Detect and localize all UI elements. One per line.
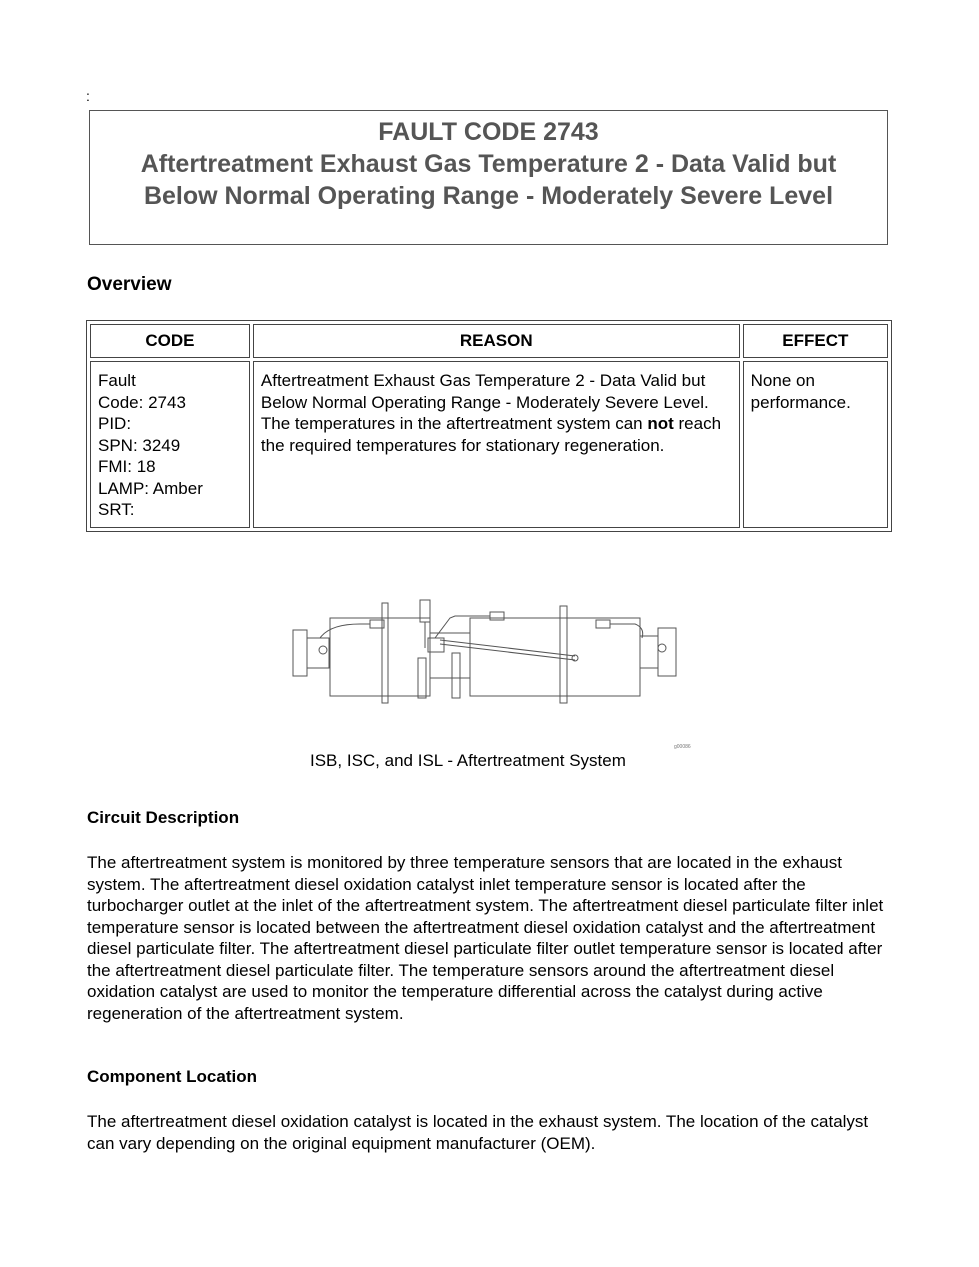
table-row <box>90 361 888 528</box>
code-cell <box>90 361 250 528</box>
aftertreatment-system-diagram <box>290 598 690 708</box>
overview-heading: Overview <box>87 274 172 295</box>
reason-cell <box>253 361 740 528</box>
table-header-row <box>90 324 888 358</box>
code-line: FMI: 18 <box>98 457 156 476</box>
component-location-text: The aftertreatment diesel oxidation catalyst is located in the exhaust system. The location of the catalyst can vary depending on the original equipment manufacturer (OEM). <box>87 1112 869 1153</box>
figure-id-label: g00086 <box>674 744 691 750</box>
reason-text: Aftertreatment Exhaust Gas Temperature 2 - Data Valid but Below Normal Operating Range - Moderately Severe Level. The temperatures in the aftertreatment system can <box>260 371 709 433</box>
fault-code-title: FAULT CODE 2743 <box>378 118 599 146</box>
code-line: PID: <box>98 414 132 433</box>
fault-title-box <box>89 110 888 245</box>
header-code: CODE <box>90 324 250 358</box>
figure-caption: ISB, ISC, and ISL - Aftertreatment System <box>310 751 626 770</box>
code-line: SPN: 3249 <box>98 435 181 455</box>
reason-emphasis: not <box>647 414 674 433</box>
circuit-description-heading: Circuit Description <box>87 808 240 827</box>
overview-table <box>86 320 892 532</box>
code-line: Code: 2743 <box>98 392 186 412</box>
effect-cell: None on performance. <box>743 361 888 528</box>
component-location-heading: Component Location <box>87 1067 257 1086</box>
code-line: Fault <box>98 371 136 390</box>
code-line: SRT: <box>98 500 135 519</box>
circuit-description-text: The aftertreatment system is monitored by three temperature sensors that are located in the exhaust system. The aftertreatment diesel oxidation catalyst inlet temperature sensor is located after the turbocharger outlet at the inlet of the aftertreatment system. The aftertreatment diesel particulate filter inlet temperature sensor is located between the aftertreatment diesel oxidation catalyst and the aftertreatment diesel particulate filter. The aftertreatment diesel particulate filter outlet temperature sensor is located after the aftertreatment diesel particulate filter. The temperature sensors around the aftertreatment diesel oxidation catalyst are used to monitor the temperature differential across the catalyst during active regeneration of the aftertreatment system. <box>87 853 884 1023</box>
reason-text-end: reach the required temperatures for stationary regeneration. <box>260 414 722 455</box>
code-line: LAMP: Amber <box>98 478 203 498</box>
page-marker: : <box>86 88 90 104</box>
header-reason: REASON <box>253 324 740 358</box>
fault-description-title: Aftertreatment Exhaust Gas Temperature 2 - Data Valid but Below Normal Operating Range - Moderately Severe Level <box>140 150 837 210</box>
header-effect: EFFECT <box>743 324 888 358</box>
